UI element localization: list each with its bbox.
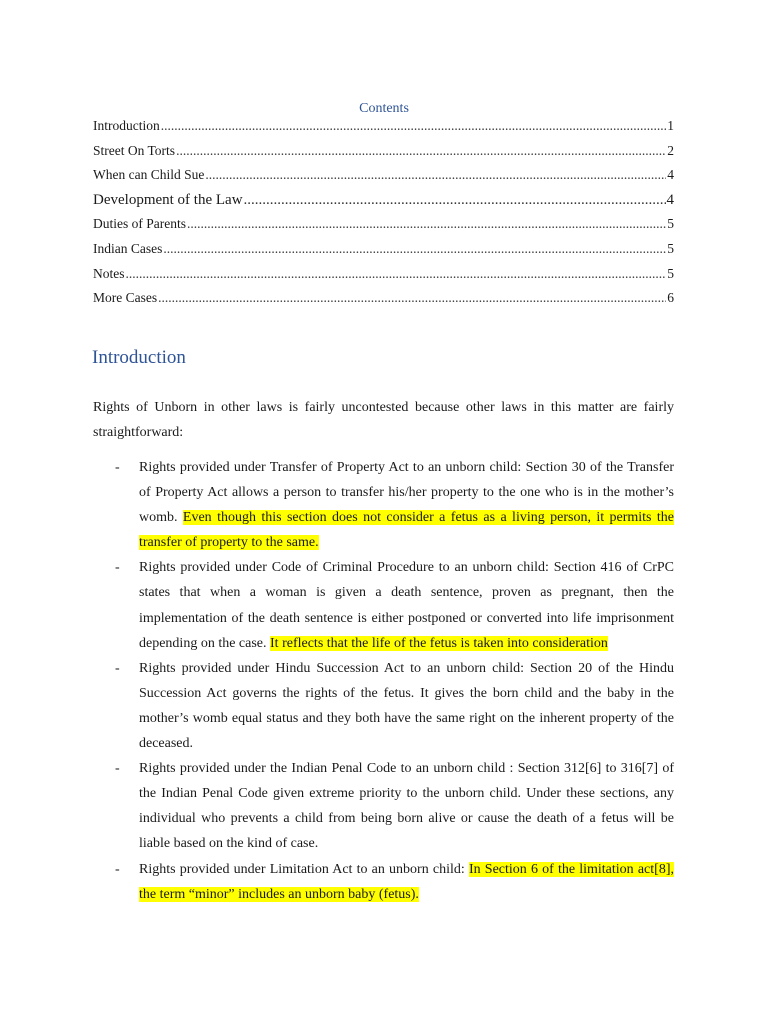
list-item-text: Rights provided under the Indian Penal Code to an unborn child : Section 312[6] to 316[7] of the Indian Penal Code given extreme priority to the unborn child. Under these sections, any individual who prevents a child from being born alive or cause the death of a fetus will be liable based on the kind of case. — [139, 761, 674, 852]
bullet-dash: - — [115, 560, 120, 576]
toc-entry-label[interactable]: Development of the Law — [93, 191, 243, 208]
list-item-text: Rights provided under Transfer of Property Act to an unborn child: Section 30 of the Transfer of Property Act allows a person to transfer his/her property to the one who is in the mother’s womb. — [139, 460, 674, 526]
list-item-text: Rights provided under Hindu Succession Act to an unborn child: Section 20 of the Hindu Succession Act governs the rights of the fetus. It gives the born child and the baby in the mother’s womb equal status and they both have the same right on the inherent property of the deceased. — [139, 660, 674, 752]
toc-entry-page[interactable]: 4 — [666, 191, 674, 208]
toc-entry-page[interactable]: 2 — [667, 142, 674, 158]
toc-entry[interactable] — [93, 143, 674, 168]
toc-entry-label[interactable]: Indian Cases — [93, 240, 163, 256]
toc-entry-page[interactable]: 4 — [667, 167, 674, 183]
toc-leader — [161, 118, 667, 134]
toc-entry[interactable] — [93, 241, 674, 266]
toc-entry[interactable] — [93, 290, 674, 315]
highlighted-text: Even though this section does not consider a fetus as a living person, it permits the transfer of property to the same. — [139, 510, 674, 551]
toc-entry-page[interactable]: 5 — [667, 265, 674, 281]
bullet-dash: - — [115, 660, 120, 676]
rights-list — [93, 455, 674, 907]
toc-leader — [163, 241, 666, 257]
list-item — [93, 857, 674, 907]
toc-entry-label[interactable]: When can Child Sue — [93, 167, 205, 183]
toc-entry-label[interactable]: Introduction — [93, 118, 160, 133]
toc-leader — [126, 266, 667, 282]
toc-leader — [187, 216, 666, 232]
list-item — [93, 455, 674, 555]
toc-entry[interactable] — [93, 266, 674, 291]
section-heading: Introduction — [92, 347, 186, 368]
toc-entry-label[interactable]: More Cases — [93, 290, 158, 306]
toc-entry[interactable] — [93, 118, 674, 143]
list-item — [93, 656, 674, 756]
highlighted-text: In Section 6 of the limitation act[8], the term “minor” includes an unborn baby (fetus). — [139, 861, 674, 902]
toc-entry-page[interactable]: 6 — [667, 290, 674, 306]
toc-entry-label[interactable]: Duties of Parents — [93, 216, 186, 232]
toc-entry-label[interactable]: Notes — [93, 265, 125, 281]
toc-leader — [158, 290, 666, 306]
list-item-text: Rights provided under Limitation Act to an unborn child: — [139, 861, 469, 877]
toc-leader — [244, 192, 666, 209]
toc-entry[interactable] — [93, 167, 674, 192]
toc-heading: Contents — [359, 101, 409, 116]
bullet-dash: - — [115, 861, 120, 877]
toc-entry-label[interactable]: Street On Torts — [93, 142, 176, 158]
bullet-dash: - — [115, 761, 120, 777]
toc-leader — [205, 167, 666, 183]
toc-entry-page[interactable]: 1 — [667, 118, 674, 133]
list-item-text: Rights provided under Code of Criminal Procedure to an unborn child: Section 416 of CrPC states that when a woman is given a death sentence, proven as pregnant, then the implementation of the death sentence is either postponed or converted into life imprisonment depending on the case. — [139, 560, 674, 651]
toc-entry[interactable] — [93, 216, 674, 241]
toc-entry[interactable] — [93, 192, 674, 217]
toc-entry-page[interactable]: 5 — [667, 216, 674, 232]
toc-leader — [176, 143, 666, 159]
intro-paragraph: Rights of Unborn in other laws is fairly uncontested because other laws in this matter are fairly straightforward: — [93, 400, 674, 440]
bullet-dash: - — [115, 460, 120, 475]
list-item — [93, 756, 674, 856]
toc-entry-page[interactable]: 5 — [667, 240, 674, 256]
highlighted-text: It reflects that the life of the fetus is taken into consideration — [270, 635, 608, 651]
list-item — [93, 555, 674, 655]
table-of-contents — [93, 118, 674, 315]
